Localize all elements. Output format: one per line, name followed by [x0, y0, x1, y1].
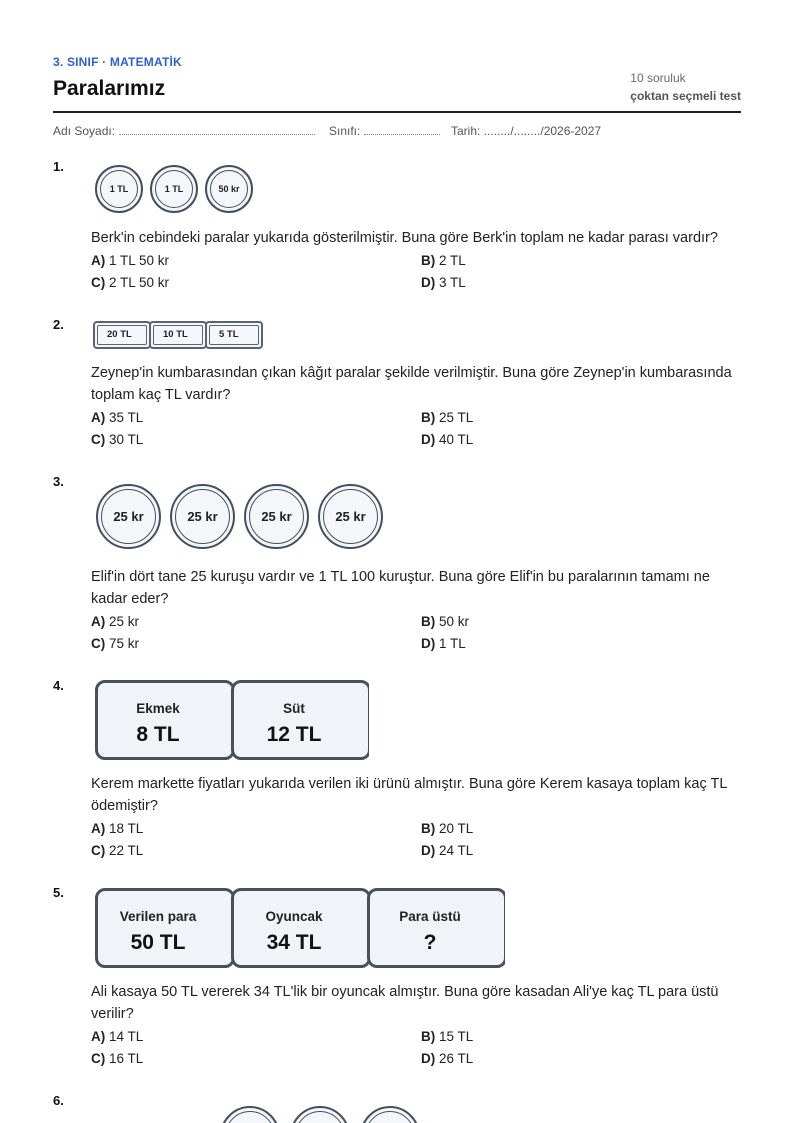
option-c[interactable]: C) 16 TL [91, 1051, 144, 1066]
coin-icon [290, 1106, 350, 1123]
card-label: Süt [283, 701, 305, 716]
price-card-sut [231, 680, 369, 760]
option-b[interactable]: B) 25 TL [421, 410, 474, 425]
coin-25kr: 25 kr [318, 484, 383, 549]
question-number: 3. [53, 474, 64, 489]
card-label: Verilen para [119, 909, 197, 924]
coin-icon [360, 1106, 420, 1123]
worksheet-page [53, 0, 741, 1123]
card-value: ? [423, 931, 437, 954]
header-divider [53, 111, 741, 113]
option-d[interactable]: D) 26 TL [421, 1051, 474, 1066]
option-a[interactable]: A) 18 TL [91, 821, 144, 836]
question-text: Elif'in dört tane 25 kuruşu vardır ve 1 TL 100 kuruştur. Buna göre Elif'in bu paralarının tamamı ne kadar eder? [91, 569, 710, 607]
question-text: Berk'in cebindeki paralar yukarıda gösterilmiştir. Buna göre Berk'in toplam ne kadar parası vardır? [91, 230, 718, 246]
card-label: Ekmek [136, 701, 180, 716]
card-value: 34 TL [266, 931, 322, 954]
option-a[interactable]: A) 1 TL 50 kr [91, 253, 170, 268]
question-text: Kerem markette fiyatları yukarıda verilen iki ürünü almıştır. Buna göre Kerem kasaya toplam kaç TL ödemiştir? [91, 776, 727, 814]
card-label: Oyuncak [265, 909, 323, 924]
coin-25kr: 25 kr [244, 484, 309, 549]
date-label: Tarih: ......../......../2026-2027 [451, 124, 602, 138]
option-d[interactable]: D) 40 TL [421, 432, 474, 447]
option-c[interactable]: C) 75 kr [91, 636, 140, 651]
name-blank[interactable] [119, 124, 315, 135]
question-number: 5. [53, 885, 64, 900]
price-card-ekmek [95, 680, 235, 760]
class-blank[interactable] [364, 124, 440, 135]
price-card-verilen-para [95, 888, 235, 968]
question-text: Zeynep'in kumbarasından çıkan kâğıt paralar şekilde verilmiştir. Buna göre Zeynep'in kumbarasında toplam kaç TL vardır? [91, 365, 732, 403]
coin-1tl: 1 TL [150, 165, 198, 213]
option-c[interactable]: C) 2 TL 50 kr [91, 275, 170, 290]
option-b[interactable]: B) 2 TL [421, 253, 466, 268]
option-d[interactable]: D) 3 TL [421, 275, 466, 290]
price-card-figure [91, 885, 505, 971]
option-c[interactable]: C) 22 TL [91, 843, 144, 858]
question-number: 2. [53, 317, 64, 332]
name-field[interactable] [53, 124, 315, 138]
card-value: 12 TL [266, 723, 322, 746]
coin-50kr: 50 kr [205, 165, 253, 213]
coin-figure-partial [213, 1102, 433, 1123]
option-d[interactable]: D) 1 TL [421, 636, 466, 651]
banknote-20tl: 20 TL [93, 321, 151, 349]
name-label: Adı Soyadı: [53, 124, 116, 138]
test-meta [630, 71, 741, 103]
card-label: Para üstü [399, 909, 461, 924]
option-b[interactable]: B) 20 TL [421, 821, 474, 836]
price-card-figure [91, 677, 369, 763]
card-value: 8 TL [136, 723, 180, 746]
option-a[interactable]: A) 35 TL [91, 410, 144, 425]
option-d[interactable]: D) 24 TL [421, 843, 474, 858]
card-value: 50 TL [130, 931, 186, 954]
date-field[interactable] [451, 124, 601, 138]
question-number: 6. [53, 1093, 64, 1108]
class-field[interactable] [329, 124, 440, 138]
price-card-oyuncak [231, 888, 371, 968]
price-card-para-ustu [367, 888, 505, 968]
option-b[interactable]: B) 15 TL [421, 1029, 474, 1044]
coin-1tl: 1 TL [95, 165, 143, 213]
option-b[interactable]: B) 50 kr [421, 614, 470, 629]
question-text: Ali kasaya 50 TL vererek 34 TL'lik bir oyuncak almıştır. Buna göre kasadan Ali'ye kaç TL para üstü verilir? [91, 984, 719, 1022]
option-c[interactable]: C) 30 TL [91, 432, 144, 447]
coin-icon [220, 1106, 280, 1123]
banknote-10tl: 10 TL [149, 321, 207, 349]
page-title: Paralarımız [53, 77, 166, 100]
coin-25kr: 25 kr [170, 484, 235, 549]
class-label: Sınıfı: [329, 124, 361, 138]
option-a[interactable]: A) 25 kr [91, 614, 140, 629]
banknote-figure [91, 318, 265, 354]
question-number: 4. [53, 678, 64, 693]
test-type: çoktan seçmeli test [630, 89, 741, 103]
question-number: 1. [53, 159, 64, 174]
option-a[interactable]: A) 14 TL [91, 1029, 144, 1044]
question-count: 10 soruluk [630, 71, 686, 85]
coin-25kr: 25 kr [96, 484, 161, 549]
subject-label: 3. SINIF · MATEMATİK [53, 55, 182, 69]
banknote-5tl: 5 TL [205, 321, 263, 349]
